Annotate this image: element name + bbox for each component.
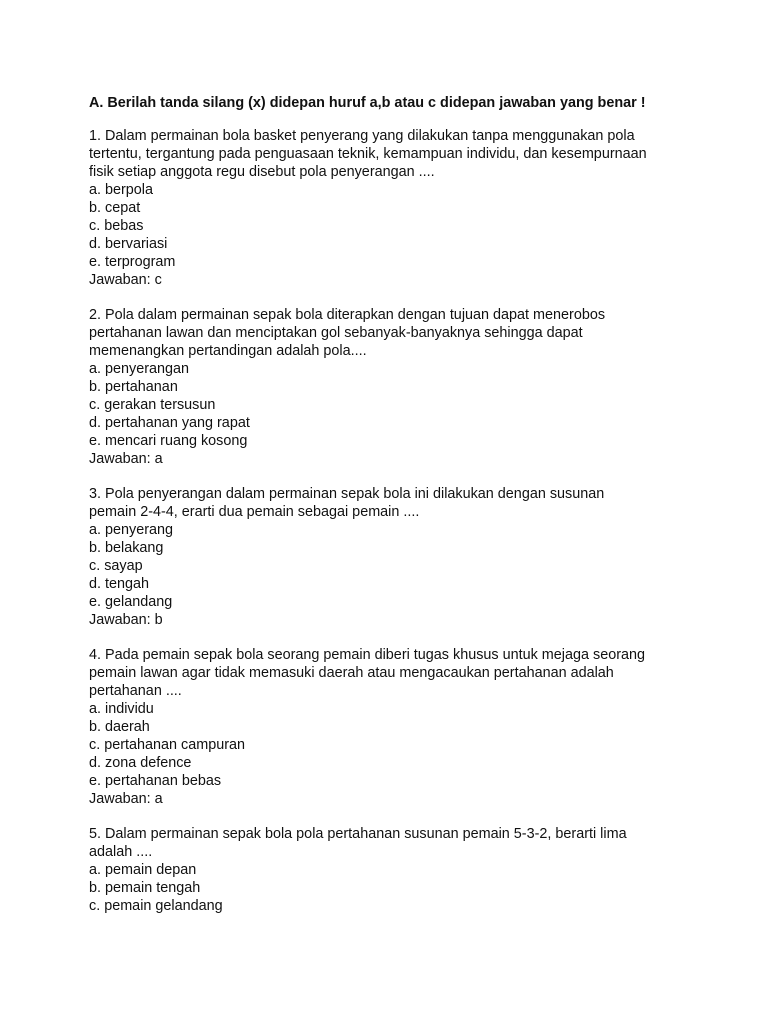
question-stem-line: 2. Pola dalam permainan sepak bola diterapkan dengan tujuan dapat menerobos — [89, 307, 606, 323]
question-stem-line: pertahanan .... — [89, 683, 182, 699]
question-2 — [89, 306, 729, 468]
answer-option: a. pemain depan — [89, 862, 197, 878]
answer-key: Jawaban: a — [89, 791, 163, 807]
question-5 — [89, 825, 729, 915]
question-1 — [89, 127, 729, 289]
question-stem-line: memenangkan pertandingan adalah pola.... — [89, 343, 367, 359]
answer-option: c. pemain gelandang — [89, 898, 223, 914]
question-stem-line: 4. Pada pemain sepak bola seorang pemain diberi tugas khusus untuk mejaga seorang — [89, 647, 645, 663]
question-4 — [89, 646, 729, 808]
question-stem-line: 5. Dalam permainan sepak bola pola pertahanan susunan pemain 5-3-2, berarti lima — [89, 826, 627, 842]
answer-option: b. cepat — [89, 200, 141, 216]
question-list — [89, 127, 729, 915]
question-stem-line: fisik setiap anggota regu disebut pola penyerangan .... — [89, 164, 435, 180]
answer-option: c. sayap — [89, 558, 143, 574]
answer-option: e. mencari ruang kosong — [89, 433, 248, 449]
document-page — [89, 94, 729, 932]
answer-option: c. gerakan tersusun — [89, 397, 216, 413]
answer-key: Jawaban: b — [89, 612, 163, 628]
answer-option: a. individu — [89, 701, 154, 717]
question-stem-line: pertahanan lawan dan menciptakan gol sebanyak-banyaknya sehingga dapat — [89, 325, 583, 341]
answer-option: d. tengah — [89, 576, 150, 592]
question-stem-line: 3. Pola penyerangan dalam permainan sepak bola ini dilakukan dengan susunan — [89, 486, 605, 502]
answer-option: a. berpola — [89, 182, 154, 198]
answer-option: b. daerah — [89, 719, 150, 735]
answer-option: a. penyerangan — [89, 361, 190, 377]
answer-option: e. terprogram — [89, 254, 176, 270]
question-3 — [89, 485, 729, 629]
answer-option: b. pertahanan — [89, 379, 178, 395]
answer-option: c. bebas — [89, 218, 144, 234]
question-stem-line: 1. Dalam permainan bola basket penyerang yang dilakukan tanpa menggunakan pola — [89, 128, 635, 144]
answer-option: e. pertahanan bebas — [89, 773, 222, 789]
answer-key: Jawaban: c — [89, 272, 162, 288]
answer-option: d. bervariasi — [89, 236, 168, 252]
answer-option: b. pemain tengah — [89, 880, 201, 896]
answer-option: c. pertahanan campuran — [89, 737, 245, 753]
question-stem-line: tertentu, tergantung pada penguasaan teknik, kemampuan individu, dan kesempurnaan — [89, 146, 647, 162]
answer-option: e. gelandang — [89, 594, 173, 610]
question-stem-line: adalah .... — [89, 844, 153, 860]
answer-key: Jawaban: a — [89, 451, 163, 467]
question-stem-line: pemain 2-4-4, erarti dua pemain sebagai pemain .... — [89, 504, 420, 520]
answer-option: b. belakang — [89, 540, 164, 556]
answer-option: a. penyerang — [89, 522, 174, 538]
answer-option: d. pertahanan yang rapat — [89, 415, 250, 431]
instruction-heading: A. Berilah tanda silang (x) didepan huruf a,b atau c didepan jawaban yang benar ! — [89, 95, 646, 111]
question-stem-line: pemain lawan agar tidak memasuki daerah atau mengacaukan pertahanan adalah — [89, 665, 614, 681]
answer-option: d. zona defence — [89, 755, 192, 771]
